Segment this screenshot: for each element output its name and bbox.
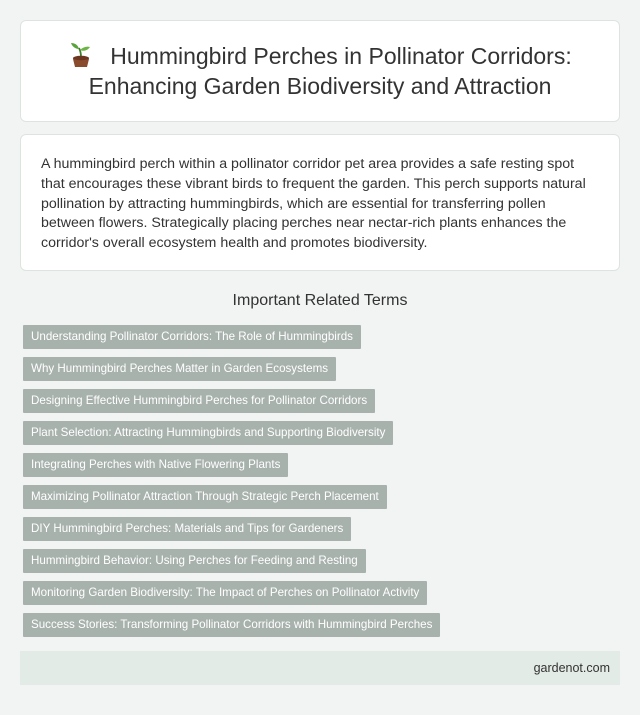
footer	[20, 651, 620, 685]
title-card	[20, 20, 620, 122]
related-term-tag[interactable]: Integrating Perches with Native Flowering Plants	[23, 453, 288, 477]
related-term-tag[interactable]: Hummingbird Behavior: Using Perches for Feeding and Resting	[23, 549, 366, 573]
related-term-tag[interactable]: Monitoring Garden Biodiversity: The Impact of Perches on Pollinator Activity	[23, 581, 427, 605]
related-term-tag[interactable]: Understanding Pollinator Corridors: The Role of Hummingbirds	[23, 325, 361, 349]
related-term-tag[interactable]: Success Stories: Transforming Pollinator Corridors with Hummingbird Perches	[23, 613, 440, 637]
intro-card	[20, 134, 620, 271]
page-title-text: Hummingbird Perches in Pollinator Corridors: Enhancing Garden Biodiversity and Attraction	[88, 43, 572, 99]
page-title	[51, 41, 589, 101]
related-term-tag[interactable]: DIY Hummingbird Perches: Materials and Tips for Gardeners	[23, 517, 351, 541]
related-term-tag[interactable]: Why Hummingbird Perches Matter in Garden Ecosystems	[23, 357, 336, 381]
related-term-tag[interactable]: Plant Selection: Attracting Hummingbirds and Supporting Biodiversity	[23, 421, 393, 445]
related-terms-heading: Important Related Terms	[232, 292, 408, 309]
related-term-tag[interactable]: Designing Effective Hummingbird Perches for Pollinator Corridors	[23, 389, 375, 413]
related-term-tag[interactable]: Maximizing Pollinator Attraction Through Strategic Perch Placement	[23, 485, 387, 509]
related-terms-list	[23, 325, 623, 645]
sprout-icon	[68, 42, 94, 68]
intro-paragraph: A hummingbird perch within a pollinator corridor pet area provides a safe resting spot that encourages these vibrant birds to frequent the garden. This perch supports natural pollination by attracting hummingbirds, which are essential for transferring pollen between flowers. Strategically placing perches near nectar-rich plants enhances the corridor's overall ecosystem health and promotes biodiversity.	[41, 156, 586, 252]
footer-site-link[interactable]: gardenot.com	[533, 661, 610, 675]
